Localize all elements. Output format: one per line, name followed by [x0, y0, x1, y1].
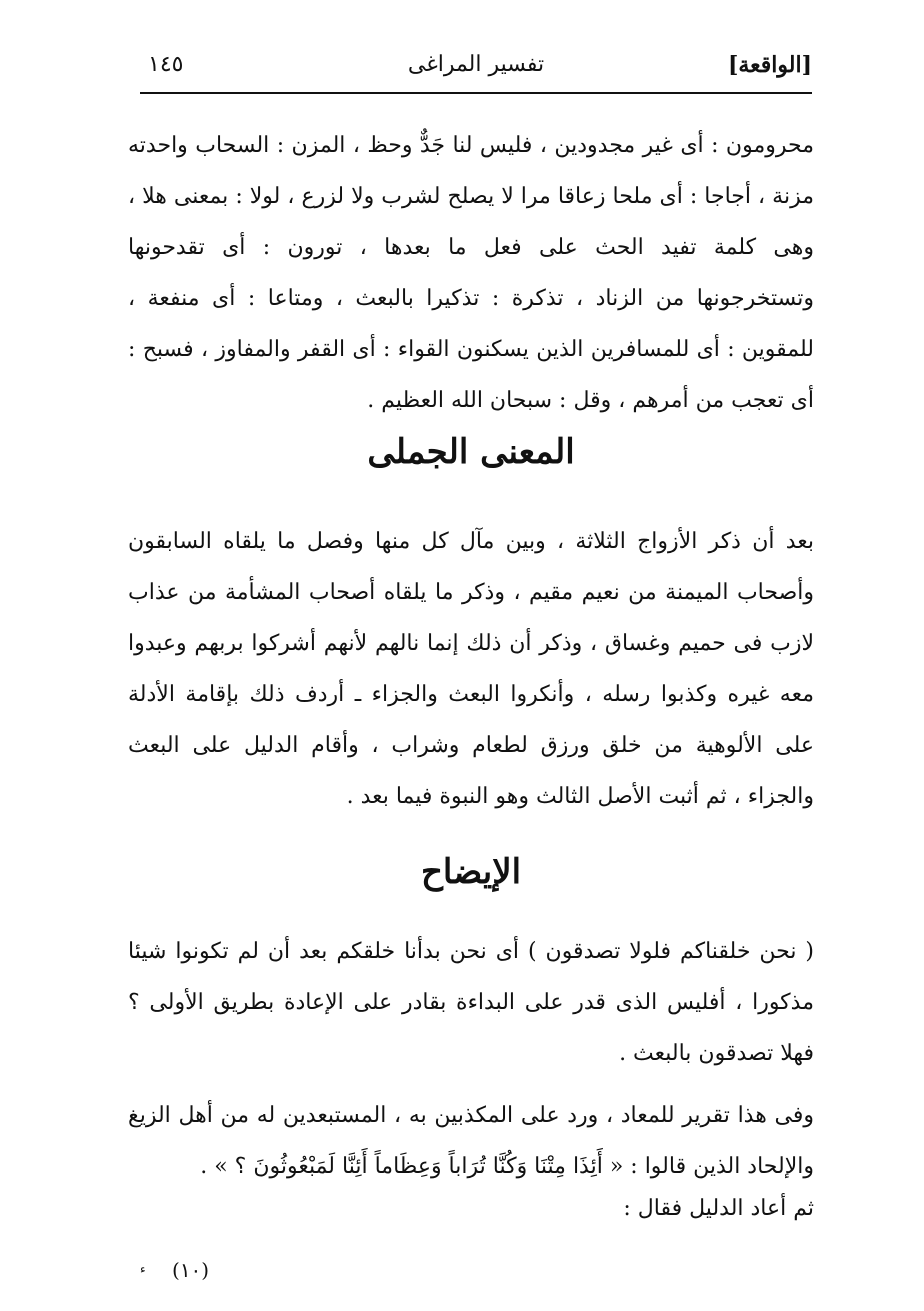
explanation-paragraph-3: ثم أعاد الدليل فقال :	[623, 1196, 814, 1221]
surah-name: [الواقعة]	[727, 52, 812, 78]
page-header	[140, 48, 812, 88]
header-rule	[140, 92, 812, 94]
page-number: ١٤٥	[148, 52, 184, 77]
signature-number: (١٠)	[172, 1258, 210, 1282]
vocabulary-paragraph: محرومون : أى غير مجدودين ، فليس لنا جَدٌّ وحظ ، المزن : السحاب واحدته مزنة ، أجاجا : أى ملحا زعاقا مرا لا يصلح لشرب ولا لزرع ، لولا : بمعنى هلا ، وهى كلمة تفيد الحث على فعل ما بعدها ، تورون : أى تقدحونها وتستخرجونها من الزناد ، تذكرة : تذكيرا بالبعث ، ومتاعا : أى منفعة ، للمقوين : أى للمسافرين الذين يسكنون القواء : أى القفر والمفاوز ، فسبح : أى تعجب من أمرهم ، وقل : سبحان الله العظيم .	[128, 133, 814, 413]
explanation-paragraph-2: وفى هذا تقرير للمعاد ، ورد على المكذبين به ، المستبعدين له من أهل الزيغ والإلحاد الذين قالوا : « أَئِذَا مِتْنَا وَكُنَّا تُرَاباً وَعِظَاماً أَئِنَّا لَمَبْعُوثُونَ ؟ » .	[128, 1103, 814, 1179]
summary-paragraph: بعد أن ذكر الأزواج الثلاثة ، وبين مآل كل منها وفصل ما يلقاه السابقون وأصحاب الميمنة من نعيم مقيم ، وذكر ما يلقاه أصحاب المشأمة من عذاب لازب فى حميم وغساق ، وذكر أن ذلك إنما نالهم لأنهم أشركوا بربهم وعبدوا معه غيره وكذبوا رسله ، وأنكروا البعث والجزاء ـ أردف ذلك بإقامة الأدلة على الألوهية من خلق ورزق لطعام وشراب ، وأقام الدليل على البعث والجزاء ، ثم أثبت الأصل الثالث وهو النبوة فيما بعد .	[128, 529, 814, 809]
book-title: تفسير المراغى	[407, 52, 545, 77]
footer-mark: ء	[140, 1262, 146, 1276]
section-heading-explanation: الإيضاح	[420, 852, 522, 892]
explanation-paragraph-1: ( نحن خلقناكم فلولا تصدقون ) أى نحن بدأنا خلقكم بعد أن لم تكونوا شيئا مذكورا ، أفليس الذى قدر على البداءة بقادر على الإعادة بطريق الأولى ؟ فهلا تصدقون بالبعث .	[128, 939, 814, 1066]
section-heading-summary: المعنى الجملى	[367, 432, 575, 472]
